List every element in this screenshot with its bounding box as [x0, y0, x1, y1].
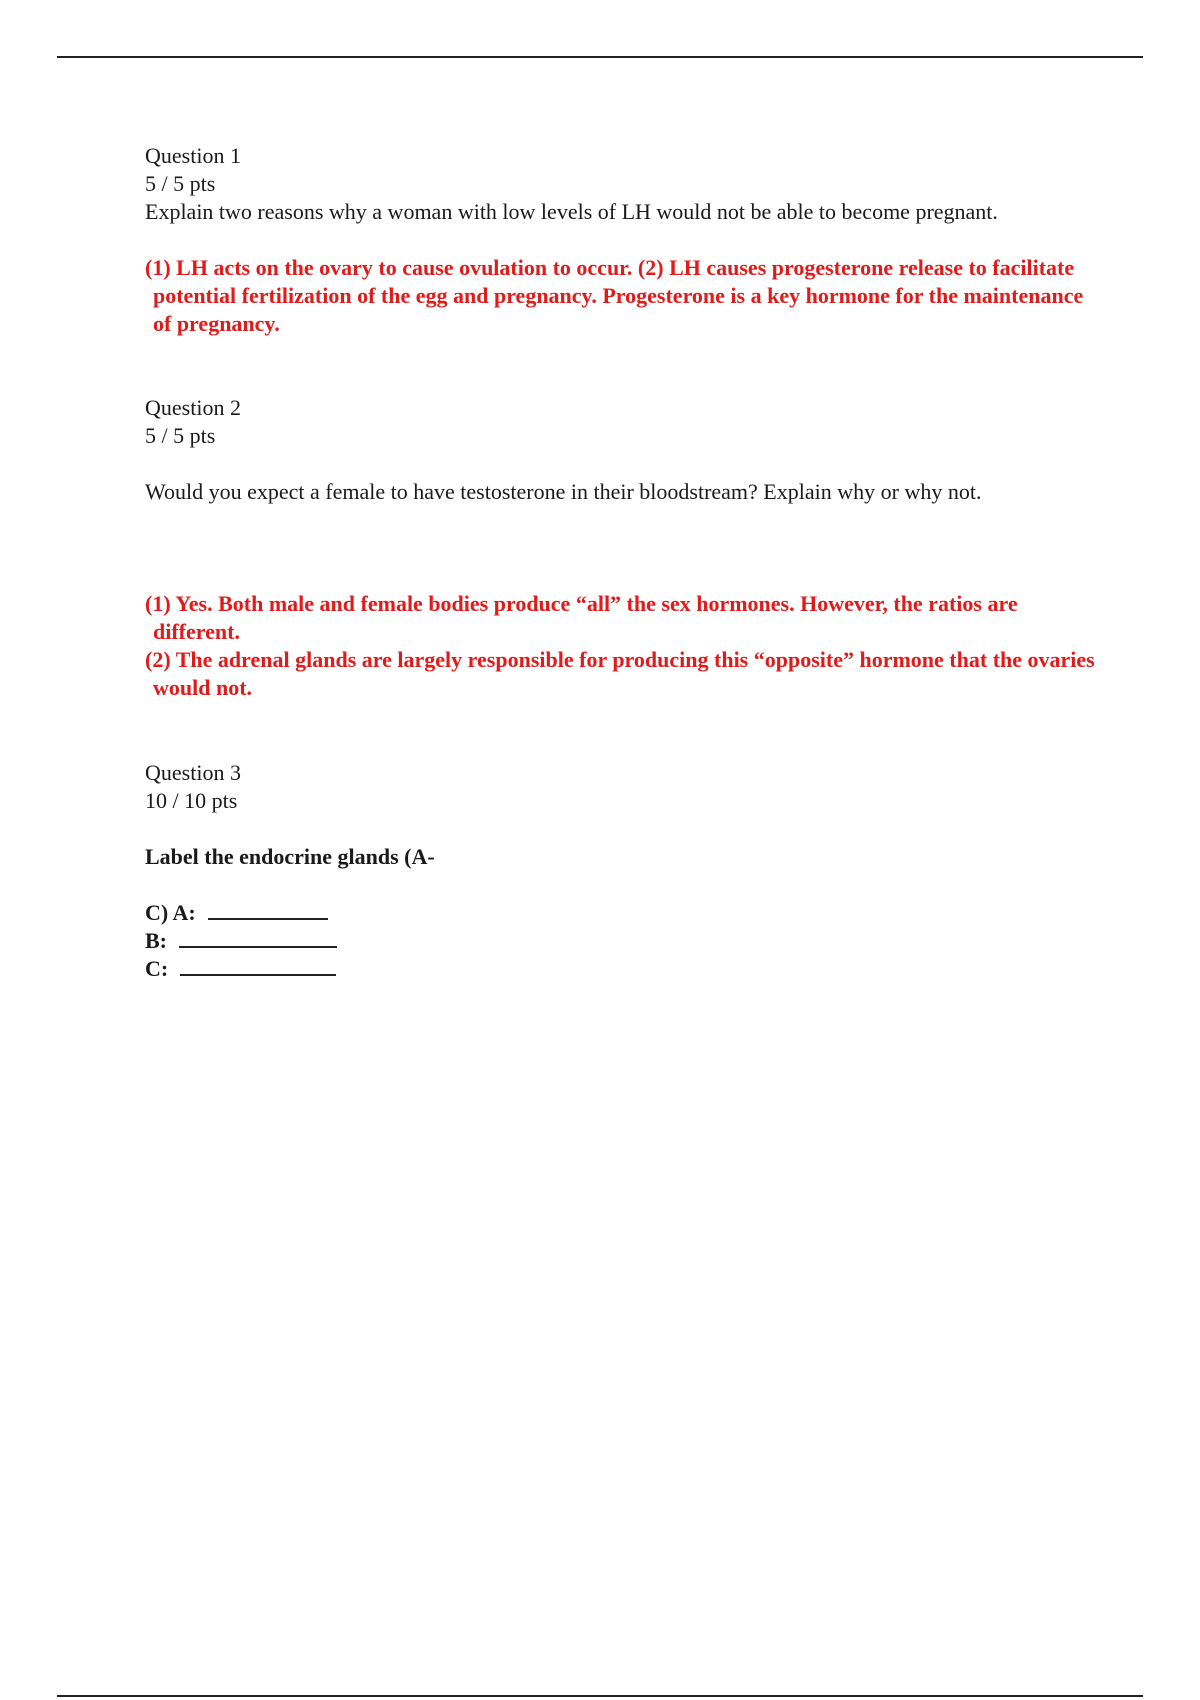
answer-paragraph: (1) Yes. Both male and female bodies produce “all” the sex hormones. However, the ratios are different.	[145, 591, 1018, 644]
answer-blank-line	[179, 928, 337, 948]
question-prompt: Label the endocrine glands (A-	[145, 844, 435, 869]
document-body	[145, 142, 1105, 983]
label-text: C:	[145, 956, 169, 981]
question-prompt: Would you expect a female to have testosterone in their bloodstream? Explain why or why not.	[145, 479, 982, 504]
question-points: 10 / 10 pts	[145, 788, 238, 813]
top-rule	[57, 56, 1143, 58]
question-title: Question 3	[145, 760, 241, 785]
answer-paragraph: (2) The adrenal glands are largely responsible for producing this “opposite” hormone that the ovaries would not.	[145, 647, 1095, 700]
question-2	[145, 394, 1105, 702]
question-1	[145, 142, 1105, 338]
label-row-b	[145, 927, 1105, 955]
question-title: Question 1	[145, 143, 241, 168]
question-answer	[145, 590, 1105, 702]
label-text: B:	[145, 928, 167, 953]
question-answer	[145, 254, 1105, 338]
question-title: Question 2	[145, 395, 241, 420]
label-row-a	[145, 899, 1105, 927]
label-text: C) A:	[145, 900, 196, 925]
question-prompt: Explain two reasons why a woman with low levels of LH would not be able to become pregnant.	[145, 199, 998, 224]
label-row-c	[145, 955, 1105, 983]
bottom-rule	[57, 1695, 1143, 1697]
question-points: 5 / 5 pts	[145, 423, 216, 448]
label-list	[145, 899, 1105, 983]
question-points: 5 / 5 pts	[145, 171, 216, 196]
answer-blank-line	[180, 956, 336, 976]
answer-paragraph: (1) LH acts on the ovary to cause ovulation to occur. (2) LH causes progesterone release to facilitate potential fertilization of the egg and pregnancy. Progesterone is a key hormone for the maintenance of pregnancy.	[145, 255, 1084, 336]
answer-blank-line	[208, 900, 328, 920]
question-3	[145, 759, 1105, 983]
